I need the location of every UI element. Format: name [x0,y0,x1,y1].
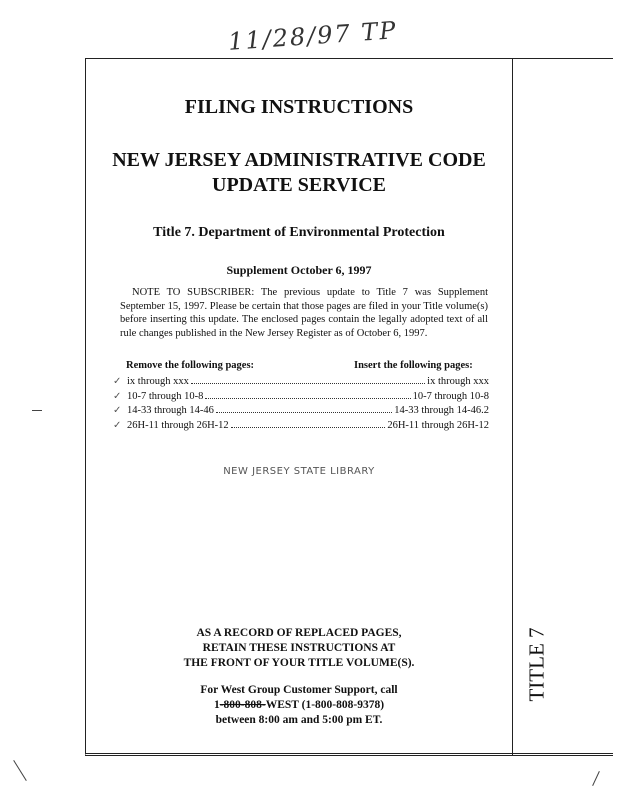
insert-pages-header: Insert the following pages: [354,360,473,371]
insert-pages-cell: 10-7 through 10-8 [412,390,489,402]
supplement-date: Supplement October 6, 1997 [226,263,372,277]
record-instructions [86,626,512,671]
phone-prefix: 1 [213,699,220,711]
dot-leader [205,389,410,399]
table-row [113,389,489,404]
remove-pages-header: Remove the following pages: [126,360,255,371]
customer-support-info [86,683,512,728]
table-row [113,403,489,418]
checkmark-icon: ✓ [113,390,122,402]
insert-pages-cell: ix through xxx [427,376,489,387]
record-line-1: AS A RECORD OF REPLACED PAGES, [196,627,402,639]
code-title-heading [86,148,512,198]
library-stamp: NEW JERSEY STATE LIBRARY [223,466,375,477]
filing-instructions-heading: FILING INSTRUCTIONS [184,96,414,118]
handwritten-date-note: 11/28/97 TP [227,16,399,56]
margin-mark [592,771,600,786]
margin-mark [32,410,42,411]
checkmark-icon: ✓ [113,405,122,416]
insert-pages-cell: 26H-11 through 26H-12 [387,419,489,431]
subscriber-note [120,286,488,340]
table-row [113,374,489,389]
note-body: The previous update to Title 7 was Supplement September 15, 1997. Please be certain that those pages are filed in your Title volume(s) before inserting this update. The enclosed pages contain the legally adopted text of all rule changes published in the New Jersey Register as of October 6, 1997. [120,287,488,339]
checkmark-icon: ✓ [113,376,122,387]
support-hours: between 8:00 am and 5:00 pm ET. [215,714,383,726]
table-row [113,418,489,433]
dot-leader [216,403,392,413]
pages-table [113,374,489,432]
margin-mark [13,760,27,781]
record-line-3: THE FRONT OF YOUR TITLE VOLUME(S). [183,657,415,669]
remove-pages-cell: 14-33 through 14-46 [127,405,214,416]
code-title-line-1: NEW JERSEY ADMINISTRATIVE CODE [112,149,486,171]
remove-pages-cell: 10-7 through 10-8 [127,390,204,402]
code-title-line-2: UPDATE SERVICE [212,174,386,196]
support-line-1: For West Group Customer Support, call [200,684,398,696]
phone-struck-part: -800-808- [219,699,266,711]
department-title: Title 7. Department of Environmental Protection [153,225,445,240]
note-lead: NOTE TO SUBSCRIBER: [132,287,255,298]
record-line-2: RETAIN THESE INSTRUCTIONS AT [202,642,396,654]
checkmark-icon: ✓ [113,419,122,431]
remove-pages-cell: ix through xxx [127,376,189,387]
title-tab-label: TITLE 7 [524,627,549,702]
phone-suffix: WEST (1-800-808-9378) [265,699,385,711]
dot-leader [191,374,425,384]
tab-divider-line [512,58,513,755]
dot-leader [231,418,386,428]
support-phone-line [86,698,512,713]
remove-pages-cell: 26H-11 through 26H-12 [127,419,229,431]
insert-pages-cell: 14-33 through 14-46.2 [394,405,489,416]
